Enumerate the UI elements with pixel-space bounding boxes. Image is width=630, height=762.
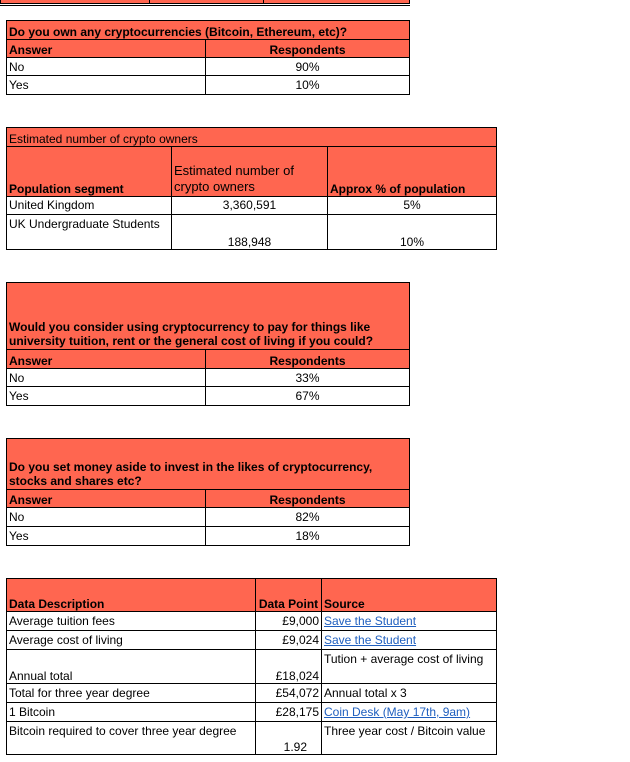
cropped-cell (149, 0, 264, 4)
table-cell-value: 90% (205, 57, 410, 76)
table-cell-estimate: 3,360,591 (171, 196, 328, 215)
cost-row-source: Annual total x 3 (321, 683, 497, 703)
owners-col-pct: Approx % of population (327, 146, 497, 197)
invest-col-answer: Answer (6, 489, 206, 508)
save-the-student-link[interactable]: Save the Student (324, 633, 417, 647)
cropped-table-edge (0, 0, 410, 6)
owners-col-estimate: Estimated number of crypto owners (171, 146, 328, 197)
ownership-col-answer: Answer (6, 39, 206, 58)
cost-row-desc: Bitcoin required to cover three year degree (6, 721, 256, 755)
cost-row-desc: Annual total (6, 649, 256, 684)
payment-question: Would you consider using cryptocurrency to pay for things like university tuition, rent or the general cost of living if you could? (6, 282, 410, 350)
invest-col-respondents: Respondents (205, 489, 410, 508)
cost-row-point: £9,000 (255, 611, 322, 631)
cost-row-source (321, 630, 497, 650)
cost-row-source (321, 702, 497, 722)
table-cell-estimate: 188,948 (171, 214, 328, 250)
table-cell-answer: Yes (6, 386, 206, 406)
cost-row-point: £28,175 (255, 702, 322, 722)
save-the-student-link[interactable]: Save the Student (324, 614, 417, 628)
table-cell-value: 82% (205, 507, 410, 527)
cost-row-point: £9,024 (255, 630, 322, 650)
cropped-cell (263, 0, 410, 4)
owners-col-segment: Population segment (6, 146, 172, 197)
cost-row-point: 1.92 (255, 721, 322, 755)
payment-table (6, 282, 410, 406)
payment-col-answer: Answer (6, 349, 206, 369)
ownership-question: Do you own any cryptocurrencies (Bitcoin, Ethereum, etc)? (6, 20, 410, 40)
table-cell-value: 18% (205, 526, 410, 546)
table-cell-answer: No (6, 368, 206, 387)
cost-row-source: Three year cost / Bitcoin value (321, 721, 497, 755)
table-cell-answer: No (6, 507, 206, 527)
cost-row-source (321, 611, 497, 631)
cost-row-source: Tution + average cost of living (321, 649, 497, 684)
table-cell-value: 10% (205, 75, 410, 95)
table-cell-value: 33% (205, 368, 410, 387)
table-cell-segment: UK Undergraduate Students (6, 214, 172, 250)
table-cell-answer: Yes (6, 75, 206, 95)
cost-table (6, 578, 497, 755)
ownership-table (6, 20, 410, 95)
payment-col-respondents: Respondents (205, 349, 410, 369)
invest-question: Do you set money aside to invest in the likes of cryptocurrency, stocks and shares etc? (6, 438, 410, 490)
invest-table (6, 438, 410, 546)
table-cell-answer: No (6, 57, 206, 76)
cost-col-description: Data Description (6, 578, 256, 612)
ownership-col-respondents: Respondents (205, 39, 410, 58)
cost-row-point: £18,024 (255, 649, 322, 684)
owners-table (6, 127, 497, 250)
table-cell-segment: United Kingdom (6, 196, 172, 215)
table-cell-value: 67% (205, 386, 410, 406)
cost-col-source: Source (321, 578, 497, 612)
cost-col-datapoint: Data Point (255, 578, 322, 612)
cost-row-desc: 1 Bitcoin (6, 702, 256, 722)
table-cell-answer: Yes (6, 526, 206, 546)
cost-row-desc: Average cost of living (6, 630, 256, 650)
cost-row-desc: Total for three year degree (6, 683, 256, 703)
cost-row-point: £54,072 (255, 683, 322, 703)
cost-row-desc: Average tuition fees (6, 611, 256, 631)
coin-desk-link[interactable]: Coin Desk (May 17th, 9am) (324, 705, 471, 719)
owners-title: Estimated number of crypto owners (6, 127, 497, 147)
table-cell-pct: 10% (327, 214, 497, 250)
cropped-cell (0, 0, 150, 4)
table-cell-pct: 5% (327, 196, 497, 215)
